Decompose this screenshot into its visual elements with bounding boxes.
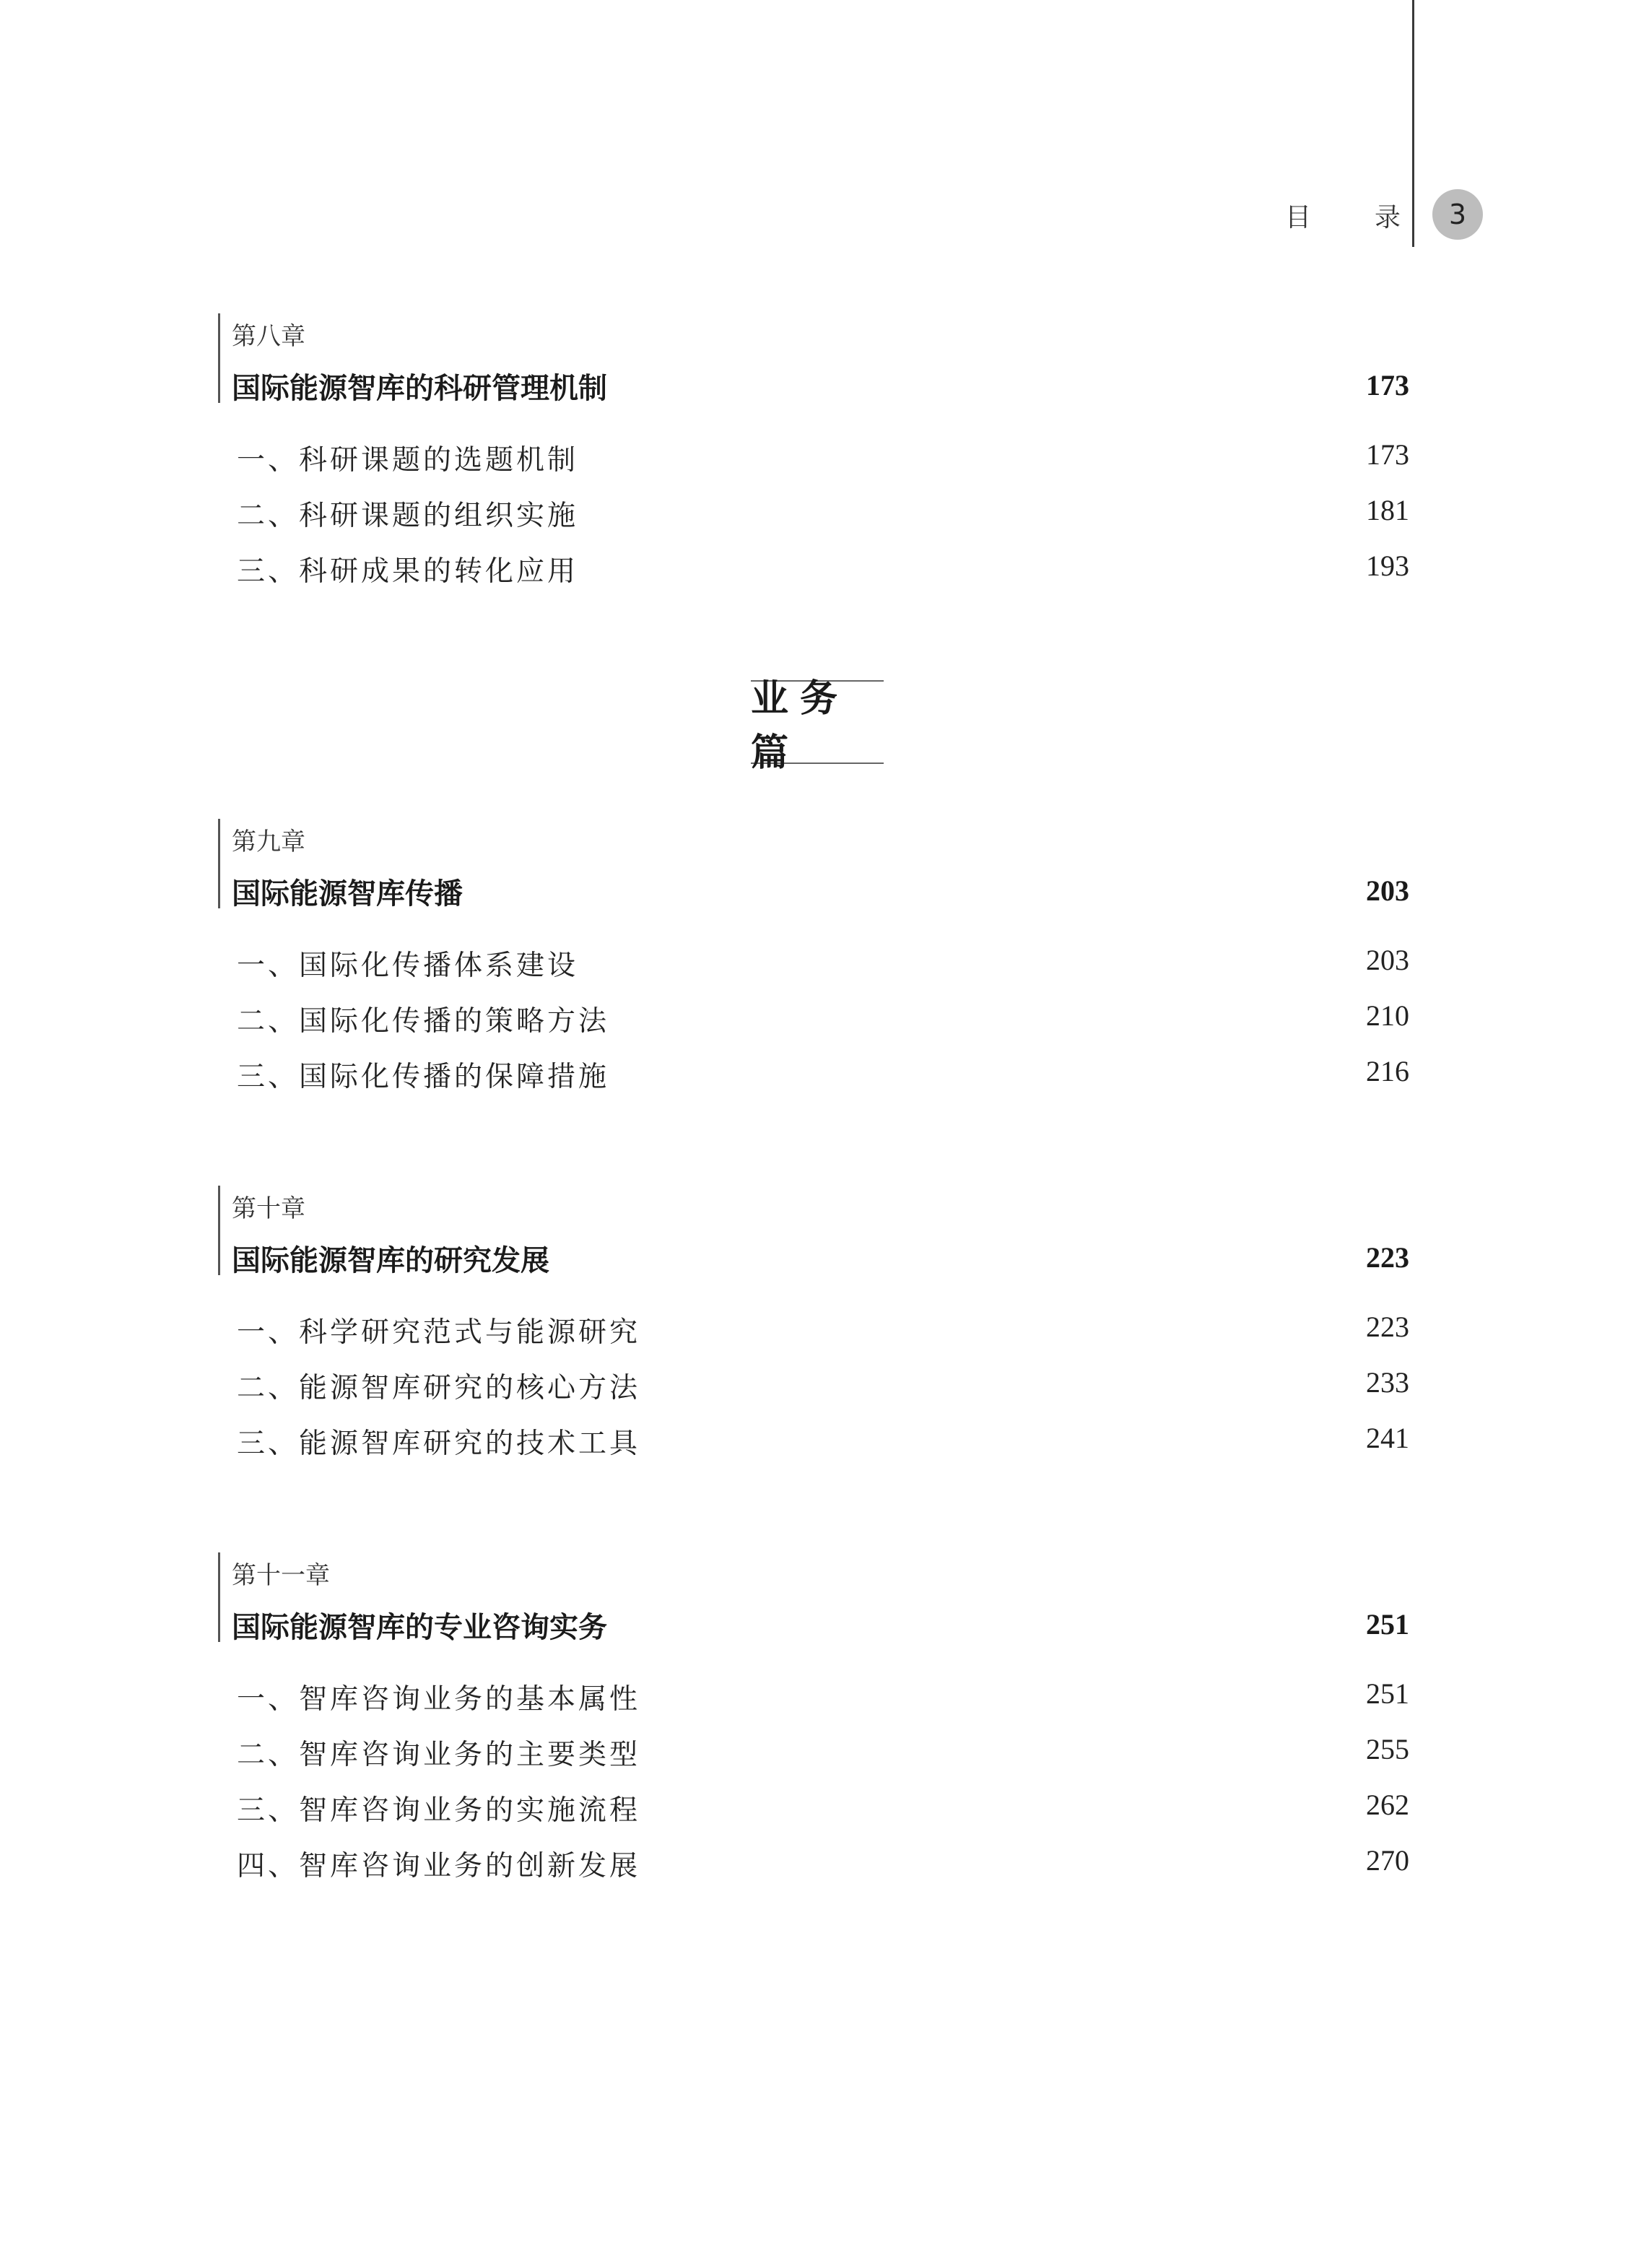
chapter-label: 第八章	[232, 322, 305, 351]
section-list	[218, 438, 1409, 604]
toc-entry[interactable]	[218, 1732, 1409, 1788]
chapter-title[interactable]: 国际能源智库的科研管理机制	[232, 372, 607, 405]
toc-entry-title: 一、智库咨询业务的基本属性	[237, 1683, 641, 1716]
header-title-char-1: 目	[1285, 202, 1312, 233]
toc-entry[interactable]	[218, 438, 1409, 493]
toc-entry[interactable]	[218, 1421, 1409, 1477]
toc-entry[interactable]	[218, 1788, 1409, 1843]
toc-entry-title: 一、国际化传播体系建设	[237, 950, 579, 982]
toc-entry-title: 二、国际化传播的策略方法	[237, 1005, 610, 1038]
chapter-label: 第十章	[232, 1194, 305, 1223]
toc-entry-page: 181	[1366, 494, 1409, 526]
chapter-heading	[218, 1186, 1409, 1275]
toc-entry[interactable]	[218, 1843, 1409, 1899]
toc-entry-page: 241	[1366, 1422, 1409, 1454]
section-list	[218, 943, 1409, 1110]
toc-entry-title: 二、智库咨询业务的主要类型	[237, 1739, 641, 1771]
part-title: 业务篇	[751, 680, 884, 764]
running-header-title	[1285, 194, 1401, 237]
chapter-label: 第九章	[232, 827, 305, 856]
toc-entry-page: 223	[1366, 1311, 1409, 1343]
chapter-heading	[218, 313, 1409, 403]
page-number-badge: 3	[1432, 189, 1483, 240]
toc-entry-page: 255	[1366, 1733, 1409, 1765]
chapter-9	[218, 819, 1409, 1110]
chapter-10	[218, 1186, 1409, 1477]
toc-entry-title: 一、科学研究范式与能源研究	[237, 1316, 641, 1349]
chapter-heading	[218, 819, 1409, 911]
header-title-char-2: 录	[1374, 202, 1401, 233]
toc-entry-page: 203	[1366, 944, 1409, 976]
chapter-11	[218, 1552, 1409, 1899]
toc-entry[interactable]	[218, 549, 1409, 604]
header-vertical-rule	[1412, 0, 1414, 247]
toc-entry-page: 216	[1366, 1055, 1409, 1087]
toc-entry-title: 三、国际化传播的保障措施	[237, 1061, 610, 1093]
section-list	[218, 1677, 1409, 1899]
toc-entry-title: 一、科研课题的选题机制	[237, 444, 579, 477]
toc-entry-page: 193	[1366, 549, 1409, 582]
toc-entry[interactable]	[218, 1054, 1409, 1110]
chapter-title[interactable]: 国际能源智库的专业咨询实务	[232, 1611, 607, 1644]
toc-entry[interactable]	[218, 493, 1409, 549]
chapter-page-number: 251	[1366, 1608, 1409, 1641]
toc-entry-title: 三、能源智库研究的技术工具	[237, 1428, 641, 1460]
toc-entry[interactable]	[218, 1677, 1409, 1732]
toc-entry-title: 四、智库咨询业务的创新发展	[237, 1850, 641, 1882]
chapter-page-number: 223	[1366, 1241, 1409, 1274]
toc-entry-title: 三、科研成果的转化应用	[237, 555, 579, 588]
toc-entry-page: 251	[1366, 1677, 1409, 1710]
toc-entry[interactable]	[218, 1365, 1409, 1421]
toc-entry[interactable]	[218, 943, 1409, 999]
chapter-title[interactable]: 国际能源智库的研究发展	[232, 1244, 549, 1277]
toc-entry-page: 173	[1366, 438, 1409, 471]
toc-entry-page: 262	[1366, 1789, 1409, 1821]
toc-entry-title: 二、科研课题的组织实施	[237, 500, 579, 532]
chapter-label: 第十一章	[232, 1561, 330, 1590]
toc-entry[interactable]	[218, 1310, 1409, 1365]
toc-entry[interactable]	[218, 999, 1409, 1054]
chapter-8	[218, 313, 1409, 604]
toc-entry-title: 二、能源智库研究的核心方法	[237, 1372, 641, 1404]
chapter-heading	[218, 1552, 1409, 1642]
chapter-page-number: 203	[1366, 874, 1409, 907]
section-list	[218, 1310, 1409, 1477]
chapter-page-number: 173	[1366, 369, 1409, 401]
toc-entry-title: 三、智库咨询业务的实施流程	[237, 1794, 641, 1827]
toc-entry-page: 210	[1366, 999, 1409, 1032]
toc-entry-page: 270	[1366, 1844, 1409, 1877]
toc-entry-page: 233	[1366, 1366, 1409, 1399]
chapter-title[interactable]: 国际能源智库传播	[232, 877, 463, 911]
